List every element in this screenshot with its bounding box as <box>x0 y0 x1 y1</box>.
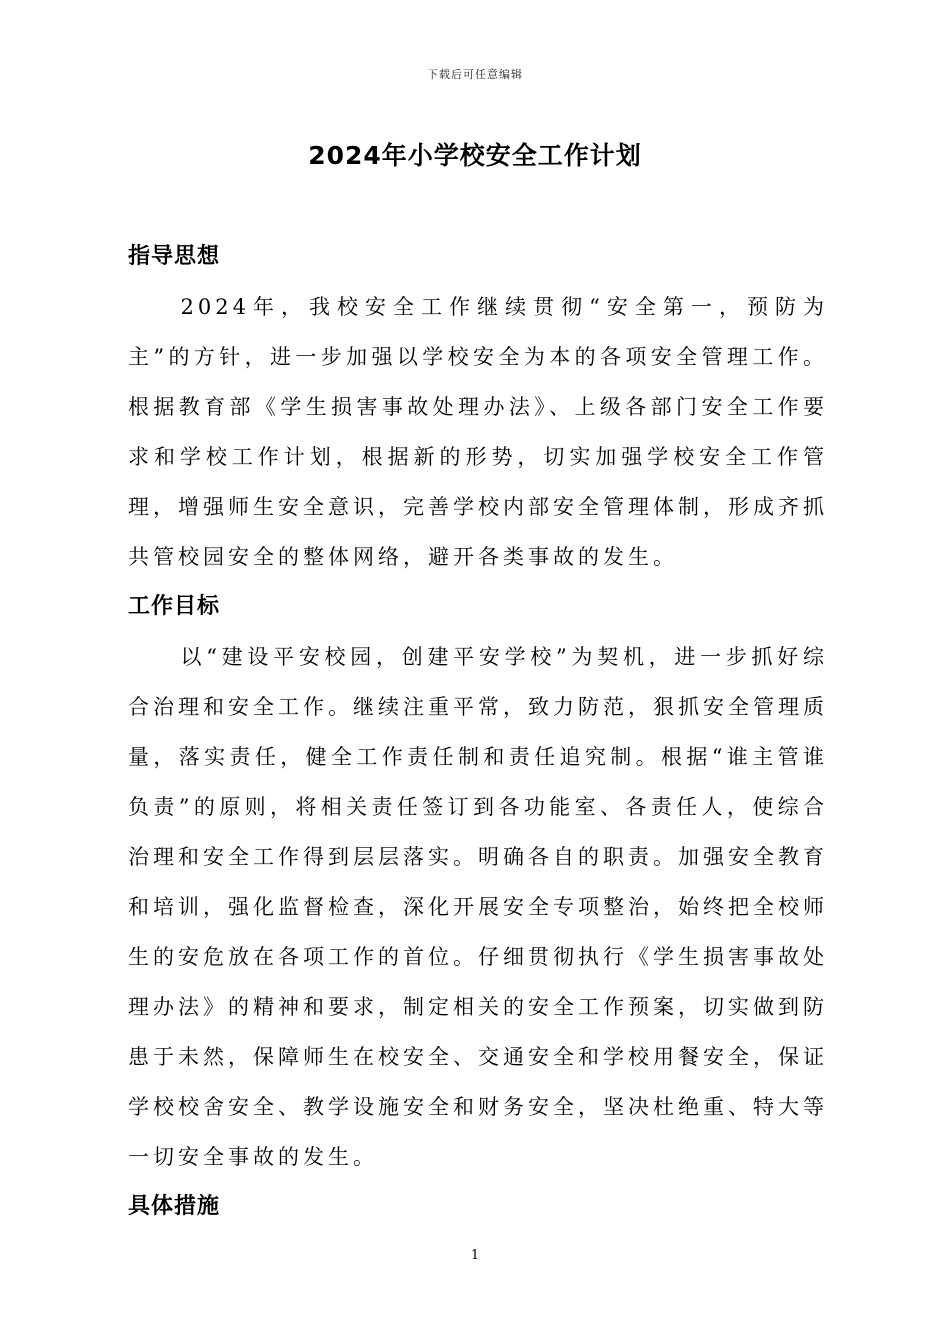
document-title: 2024年小学校安全工作计划 <box>308 141 642 170</box>
section-heading-guiding-ideology: 指导思想 <box>128 244 221 269</box>
document-body <box>128 232 828 1232</box>
header-note: 下载后可任意编辑 <box>427 68 523 81</box>
page-number: 1 <box>470 1248 480 1263</box>
section-heading-specific-measures: 具体措施 <box>128 1194 221 1219</box>
section-paragraph-work-goals: 以“建设平安校园，创建平安学校”为契机，进一步抓好综合治理和安全工作。继续注重平常，致力防范，狠抓安全管理质量，落实责任，健全工作责任制和责任追究制。根据“谁主管谁负责”的原则，将相关责任签订到各功能室、各责任人，使综合治理和安全工作得到层层落实。明确各自的职责。加强安全教育和培训，强化监督检查，深化开展安全专项整治，始终把全校师生的安危放在各项工作的首位。仔细贯彻执行《学生损害事故处理办法》的精神和要求，制定相关的安全工作预案，切实做到防患于未然，保障师生在校安全、交通安全和学校用餐安全，保证学校校舍安全、教学设施安全和财务安全，坚决杜绝重、特大等一切安全事故的发生。 <box>128 645 828 1169</box>
section-paragraph-guiding-ideology: 2024年，我校安全工作继续贯彻“安全第一，预防为主”的方针，进一步加强以学校安全为本的各项安全管理工作。根据教育部《学生损害事故处理办法》、上级各部门安全工作要求和学校工作计划，根据新的形势，切实加强学校安全工作管理，增强师生安全意识，完善学校内部安全管理体制，形成齐抓共管校园安全的整体网络，避开各类事故的发生。 <box>128 295 828 569</box>
section-heading-work-goals: 工作目标 <box>128 594 221 619</box>
